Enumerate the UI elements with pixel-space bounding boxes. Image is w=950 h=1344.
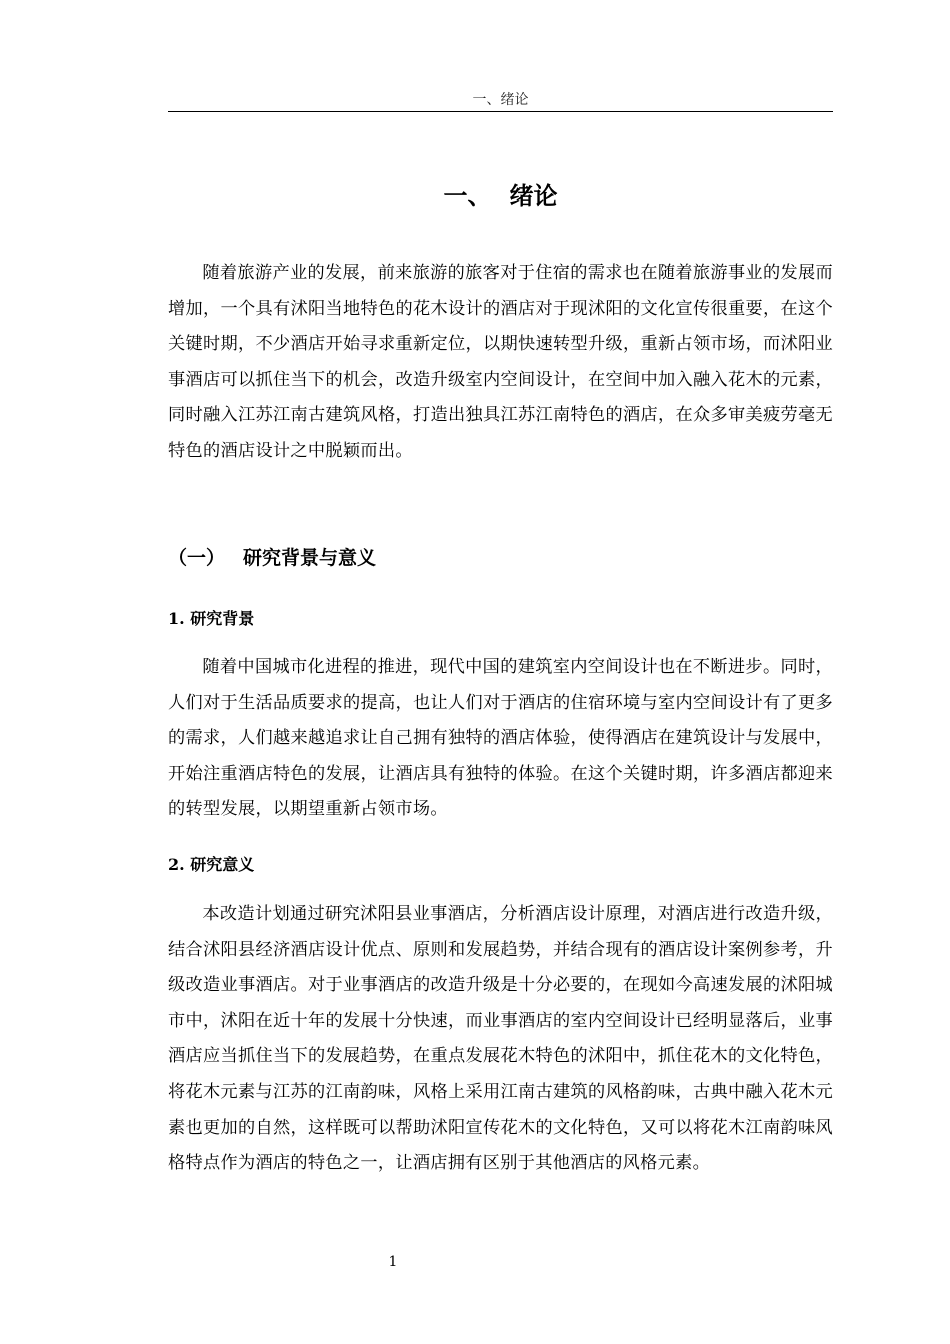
background-section <box>168 650 833 828</box>
page-number: 1 <box>388 1254 398 1270</box>
chapter-title <box>168 180 833 212</box>
running-header: 一、绪论 <box>168 91 833 112</box>
background-paragraph: 随着中国城市化进程的推进，现代中国的建筑室内空间设计也在不断进步。同时，人们对于生活品质要求的提高，也让人们对于酒店的住宿环境与室内空间设计有了更多的需求，人们越来越追求让自己拥有独特的酒店体验，使得酒店在建筑设计与发展中，开始注重酒店特色的发展，让酒店具有独特的体验。在这个关键时期，许多酒店都迎来的转型发展，以期望重新占领市场。 <box>168 657 833 820</box>
significance-section <box>168 897 833 1182</box>
intro-paragraph: 随着旅游产业的发展，前来旅游的旅客对于住宿的需求也在随着旅游事业的发展而增加，一个具有沭阳当地特色的花木设计的酒店对于现沭阳的文化宣传很重要，在这个关键时期，不少酒店开始寻求重新定位，以期快速转型升级，重新占领市场，而沭阳业事酒店可以抓住当下的机会，改造升级室内空间设计，在空间中加入融入花木的元素，同时融入江苏江南古建筑风格，打造出独具江苏江南特色的酒店，在众多审美疲劳毫无特色的酒店设计之中脱颖而出。 <box>168 263 833 461</box>
subsection-heading-significance: 2. 研究意义 <box>168 855 255 874</box>
intro-section <box>168 256 833 470</box>
section-title-text: 研究背景与意义 <box>243 547 377 569</box>
section-number: （一） <box>168 547 226 569</box>
subsection-heading-background: 1. 研究背景 <box>168 609 255 628</box>
chapter-number: 一、 <box>443 182 492 210</box>
chapter-title-text: 绪论 <box>509 182 558 210</box>
section-heading <box>168 544 833 572</box>
significance-paragraph: 本改造计划通过研究沭阳县业事酒店，分析酒店设计原理，对酒店进行改造升级，结合沭阳县经济酒店设计优点、原则和发展趋势，并结合现有的酒店设计案例参考，升级改造业事酒店。对于业事酒店的改造升级是十分必要的，在现如今高速发展的沭阳城市中，沭阳在近十年的发展十分快速，而业事酒店的室内空间设计已经明显落后，业事酒店应当抓住当下的发展趋势，在重点发展花木特色的沭阳中，抓住花木的文化特色，将花木元素与江苏的江南韵味，风格上采用江南古建筑的风格韵味，古典中融入花木元素也更加的自然，这样既可以帮助沭阳宣传花木的文化特色，又可以将花木江南韵味风格特点作为酒店的特色之一，让酒店拥有区别于其他酒店的风格元素。 <box>168 904 833 1174</box>
